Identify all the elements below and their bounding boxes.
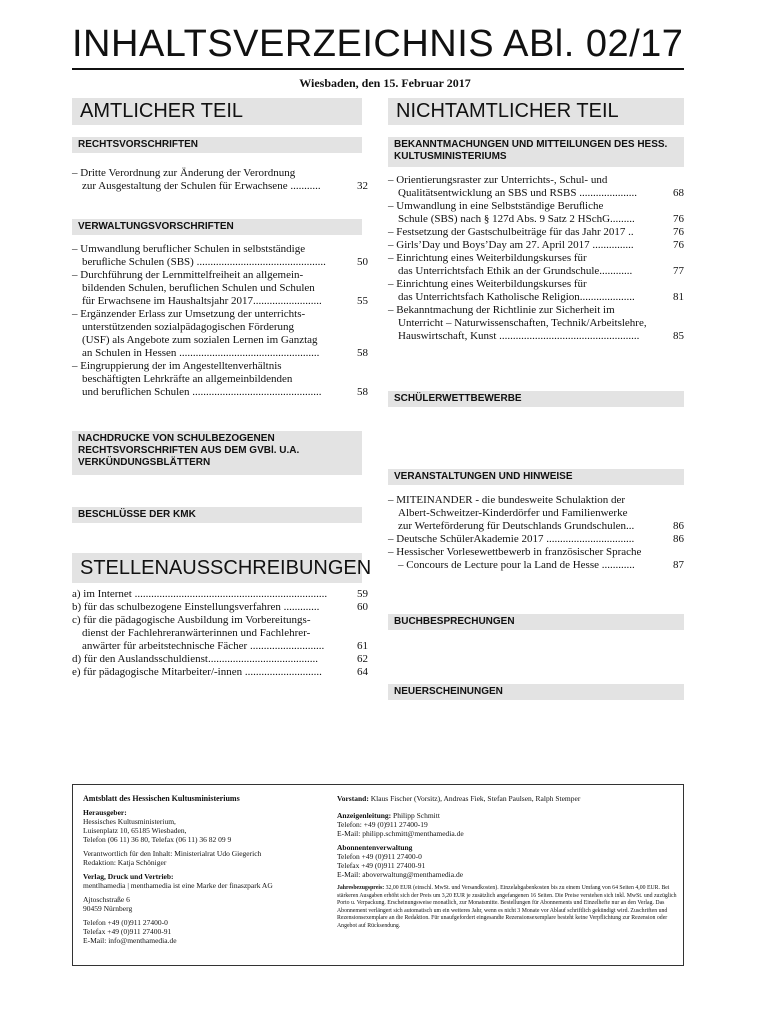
subhead-rechtsvorschriften: RECHTSVORSCHRIFTEN	[72, 137, 362, 153]
toc-entry-line: – MITEINANDER - die bundesweite Schulaktion der	[388, 494, 626, 506]
toc-entry-line: – Bekanntmachung der Richtlinie zur Sicherheit im	[388, 304, 615, 316]
impressum-line: Redaktion: Katja Schöniger	[83, 858, 167, 867]
toc-entry-line: – Einrichtung eines Weiterbildungskurses für	[388, 278, 587, 290]
anzeigen-name: Philipp Schmitt	[393, 811, 440, 820]
toc-page-number: 81	[673, 291, 684, 303]
impressum-line: E-Mail: philipp.schmitt@menthamedia.de	[337, 829, 464, 838]
jahres-label: Jahresbezugspreis:	[337, 885, 385, 891]
toc-entry-line: – Deutsche SchülerAkademie 2017 ................................	[388, 533, 635, 545]
toc-entry-text	[72, 653, 342, 666]
toc-page-number: 87	[673, 559, 684, 571]
section-amtlicher-teil: AMTLICHER TEIL	[72, 98, 362, 125]
toc-page-number: 76	[673, 239, 684, 251]
subhead-neuerscheinungen: NEUERSCHEINUNGEN	[388, 684, 684, 700]
toc-entry	[72, 269, 368, 308]
toc-entry-text	[72, 360, 342, 399]
toc-entry-line: an Schulen in Hessen ...................................................	[82, 347, 320, 359]
toc-entry	[72, 601, 368, 614]
toc-entry-line: – Eingruppierung der im Angestelltenverhältnis	[72, 360, 282, 372]
toc-entry-text	[388, 304, 658, 343]
toc-page-number: 76	[673, 213, 684, 225]
toc-entry	[388, 200, 684, 226]
subhead-veranstaltungen: VERANSTALTUNGEN UND HINWEISE	[388, 469, 684, 485]
adresse-lines	[83, 895, 338, 913]
section-nichtamtlicher-teil: NICHTAMTLICHER TEIL	[388, 98, 684, 125]
toc-entry-line: – Einrichtung eines Weiterbildungskurses für	[388, 252, 587, 264]
toc-entry	[388, 226, 684, 239]
impressum-heading: Amtsblatt des Hessischen Kultusministeriums	[83, 794, 240, 803]
toc-entry-line: unterstützenden sozialpädagogischen Förderung	[82, 321, 294, 333]
toc-entry-text	[388, 239, 658, 252]
toc-entry-line: – Umwandlung in eine Selbstständige Beruﬂiche	[388, 200, 604, 212]
impressum-line: Telefon: +49 (0)911 27400-19	[337, 820, 428, 829]
toc-page-number: 64	[357, 666, 368, 678]
abo-label: Abonnentenverwaltung	[337, 843, 413, 852]
toc-entry-line: beschäftigten Lehrkräfte an allgemeinbildenden	[82, 373, 293, 385]
toc-entry-line: – Orientierungsraster zur Unterrichts-, Schul- und	[388, 174, 608, 186]
toc-entry-line: bildenden Schulen, beruflichen Schulen und Schulen	[82, 282, 315, 294]
toc-entry-line: Schule (SBS) nach § 127d Abs. 9 Satz 2 HSchG.........	[398, 213, 635, 225]
toc-page-number: 59	[357, 588, 368, 600]
toc-page-number: 61	[357, 640, 368, 652]
toc-entry-line: Unterricht – Naturwissenschaften, Technik/Arbeitslehre,	[398, 317, 647, 329]
toc-entry	[388, 174, 684, 200]
toc-entry-text	[388, 174, 658, 200]
toc-entry	[72, 588, 368, 601]
toc-entry-line: c) für die pädagogische Ausbildung im Vorbereitungs-	[72, 614, 311, 626]
verantwortlich-lines	[83, 849, 338, 867]
subhead-buchbesprechungen: BUCHBESPRECHUNGEN	[388, 614, 684, 630]
toc-entry	[388, 304, 684, 343]
toc-page-number: 85	[673, 330, 684, 342]
toc-entry-line: – Festsetzung der Gastschulbeiträge für das Jahr 2017 ..	[388, 226, 634, 238]
toc-entry-text	[388, 494, 658, 533]
toc-entry-text	[72, 308, 342, 360]
toc-entry-line: Hauswirtschaft, Kunst ...................................................	[398, 330, 640, 342]
toc-page-number: 86	[673, 533, 684, 545]
toc-page-number: 58	[357, 386, 368, 398]
toc-entry	[388, 546, 684, 572]
toc-entry	[388, 252, 684, 278]
impressum-box	[72, 784, 684, 966]
toc-entry-line: und beruflichen Schulen ...............................................	[82, 386, 322, 398]
toc-entry-line: das Unterrichtsfach Ethik an der Grundschule............	[398, 265, 633, 277]
kontakt-lines	[83, 918, 338, 945]
toc-entry-text	[72, 588, 342, 601]
toc-entry-line: – Durchführung der Lernmittelfreiheit an allgemein-	[72, 269, 304, 281]
toc-entry-text	[388, 226, 658, 239]
section-stellenausschreibungen: STELLENAUSSCHREIBUNGEN	[72, 553, 362, 583]
toc-entry	[388, 494, 684, 533]
toc-entry	[388, 278, 684, 304]
abo-lines	[337, 852, 677, 879]
toc-entry-text	[388, 546, 658, 572]
toc-entry-line: a) im Internet ......................................................................	[72, 588, 328, 600]
toc-entry-text	[388, 252, 658, 278]
impressum-line: Luisenplatz 10, 65185 Wiesbaden,	[83, 826, 187, 835]
toc-entry-line: für Erwachsene im Haushaltsjahr 2017.........................	[82, 295, 322, 307]
toc-entry-text	[72, 269, 342, 308]
toc-entry-line: d) für den Auslandsschuldienst........................................	[72, 653, 318, 665]
toc-entry-text	[72, 666, 342, 679]
toc-entry-line: das Unterrichtsfach Katholische Religion....................	[398, 291, 635, 303]
subhead-verwaltungsvorschriften: VERWALTUNGSVORSCHRIFTEN	[72, 219, 362, 235]
toc-entry	[72, 243, 368, 269]
impressum-line: Telefax +49 (0)911 27400-91	[83, 927, 172, 936]
toc-entry-line: – Hessischer Vorlesewettbewerb in französischer Sprache	[388, 546, 642, 558]
toc-page-number: 60	[357, 601, 368, 613]
toc-entry-text	[72, 243, 342, 269]
toc-entry-line: e) für pädagogische Mitarbeiter/-innen ............................	[72, 666, 322, 678]
toc-entry-line: – Girls’Day und Boys’Day am 27. April 2017 ...............	[388, 239, 634, 251]
impressum-line: mentlhamedia | menthamedia ist eine Marke der finaszpark AG	[83, 881, 273, 890]
vorstand-names: Klaus Fischer (Vorsitz), Andreas Fiek, Stefan Paulsen, Ralph Stemper	[370, 794, 581, 803]
toc-page-number: 62	[357, 653, 368, 665]
toc-page-number: 76	[673, 226, 684, 238]
toc-page-number: 32	[357, 180, 368, 192]
toc-entry-text	[388, 533, 658, 546]
herausgeber-lines	[83, 817, 338, 844]
toc-entry	[388, 239, 684, 252]
toc-page-number: 58	[357, 347, 368, 359]
toc-entry-line: – Ergänzender Erlass zur Umsetzung der unterrichts-	[72, 308, 306, 320]
toc-page-number: 68	[673, 187, 684, 199]
impressum-line: Telefax +49 (0)911 27400-91	[337, 861, 426, 870]
verlag-lines	[83, 881, 338, 890]
page-title: INHALTSVERZEICHNIS ABl. 02/17	[72, 23, 684, 65]
title-rule	[72, 68, 684, 70]
subhead-schuelerwettbewerbe: SCHÜLERWETTBEWERBE	[388, 391, 684, 407]
toc-page-number: 86	[673, 520, 684, 532]
toc-entry-line: anwärter für arbeitstechnische Fächer ...........................	[82, 640, 325, 652]
verlag-label: Verlag, Druck und Vertrieb:	[83, 872, 174, 881]
impressum-line: Hessisches Kultusministerium,	[83, 817, 176, 826]
toc-entry-line: b) für das schulbezogene Einstellungsverfahren .............	[72, 601, 320, 613]
impressum-line: Ajtoschstraße 6	[83, 895, 130, 904]
toc-page-number: 77	[673, 265, 684, 277]
toc-entry	[72, 653, 368, 666]
verwaltungsvorschriften-list	[72, 243, 368, 399]
toc-entry-line: zur Werteförderung für Deutschlands Grundschulen...	[398, 520, 635, 532]
stellenausschreibungen-list	[72, 588, 368, 679]
toc-entry	[72, 167, 368, 193]
toc-entry-line: dienst der Fachlehreranwärterinnen und Fachlehrer-	[82, 627, 311, 639]
toc-entry	[72, 666, 368, 679]
toc-entry-line: beruﬂiche Schulen (SBS) ...............................................	[82, 256, 326, 268]
toc-entry-line: – Dritte Verordnung zur Änderung der Verordnung	[72, 167, 296, 179]
dateline: Wiesbaden, den 15. Februar 2017	[299, 76, 471, 90]
impressum-line: Telefon +49 (0)911 27400-0	[337, 852, 422, 861]
subhead-nachdrucke: NACHDRUCKE VON SCHULBEZOGENEN RECHTSVORSCHRIFTEN AUS DEM GVBl. U.A. VERKÜNDUNGSBLÄTTERN	[72, 431, 362, 475]
impressum-line: E-Mail: info@menthamedia.de	[83, 936, 177, 945]
toc-entry-line: Qualitätsentwicklung an SBS und RSBS .....................	[398, 187, 637, 199]
toc-entry-text	[388, 200, 658, 226]
toc-entry	[72, 308, 368, 360]
toc-page-number: 55	[357, 295, 368, 307]
bekanntmachungen-list	[388, 174, 684, 343]
subhead-beschluesse-kmk: BESCHLÜSSE DER KMK	[72, 507, 362, 523]
impressum-line: 90459 Nürnberg	[83, 904, 133, 913]
impressum-line: E-Mail: aboverwaltung@menthamedia.de	[337, 870, 464, 879]
toc-page-number: 50	[357, 256, 368, 268]
herausgeber-label: Herausgeber:	[83, 808, 127, 817]
toc-entry-line: – Concours de Lecture pour la Land de Hesse ............	[398, 559, 635, 571]
toc-entry-line: Albert-Schweitzer-Kinderdörfer und Familienwerke	[398, 507, 628, 519]
impressum-right	[337, 794, 677, 930]
jahres-text: 32,00 EUR (einschl. MwSt. und Versandkosten). Einzelabgabenkosten bis zu einem Umfang von 64 Seiten 4,00 EUR. Bei stärkeren Ausgaben erhöht sich der Preis um 3,20 EUR je zusätzlich angefangenen 16 Seiten. Die Preise verstehen sich inkl. MwSt. und zuzüglich Porto u. Verpackung. Erscheinungsweise monatlich, zur Monatsmitte. Bestellungen für Abonnements und Einzelhefte nur an den Verlag. Das Abonnement verlängert sich automatisch um ein weiteres Jahr, wenn es nicht 3 Monate vor Ablauf schriftlich gekündigt wird. Zuschriften und Rezensionsexemplare an die Redaktion. Für unaufgefordert eingesandte Rezensionsexemplare besteht keine Verpflichtung zur Rezension oder Angebot auf Rücksendung.	[337, 885, 677, 929]
impressum-line: Verantwortlich für den Inhalt: Ministerialrat Udo Giegerich	[83, 849, 262, 858]
vorstand-label: Vorstand:	[337, 794, 369, 803]
toc-entry-line: – Umwandlung beruflicher Schulen in selbstständige	[72, 243, 306, 255]
impressum-line: Telefon (06 11) 36 80, Telefax (06 11) 36 82 09 9	[83, 835, 232, 844]
anzeigen-label: Anzeigenleitung:	[337, 811, 392, 820]
anzeigen-lines	[337, 820, 677, 838]
toc-entry-line: zur Ausgestaltung der Schulen für Erwachsene ...........	[82, 180, 321, 192]
toc-entry	[388, 533, 684, 546]
toc-entry-text	[388, 278, 658, 304]
toc-entry	[72, 614, 368, 653]
impressum-line: Telefon +49 (0)911 27400-0	[83, 918, 168, 927]
impressum-left	[83, 794, 338, 945]
toc-entry-line: (USF) als Angebote zum sozialen Lernen im Ganztag	[82, 334, 318, 346]
veranstaltungen-list	[388, 494, 684, 572]
rechtsvorschriften-list	[72, 167, 368, 193]
toc-entry-text	[72, 167, 342, 193]
toc-entry-text	[72, 601, 342, 614]
toc-entry-text	[72, 614, 342, 653]
subhead-bekanntmachungen: BEKANNTMACHUNGEN UND MITTEILUNGEN DES HESS. KULTUSMINISTERIUMS	[388, 137, 684, 167]
toc-entry	[72, 360, 368, 399]
